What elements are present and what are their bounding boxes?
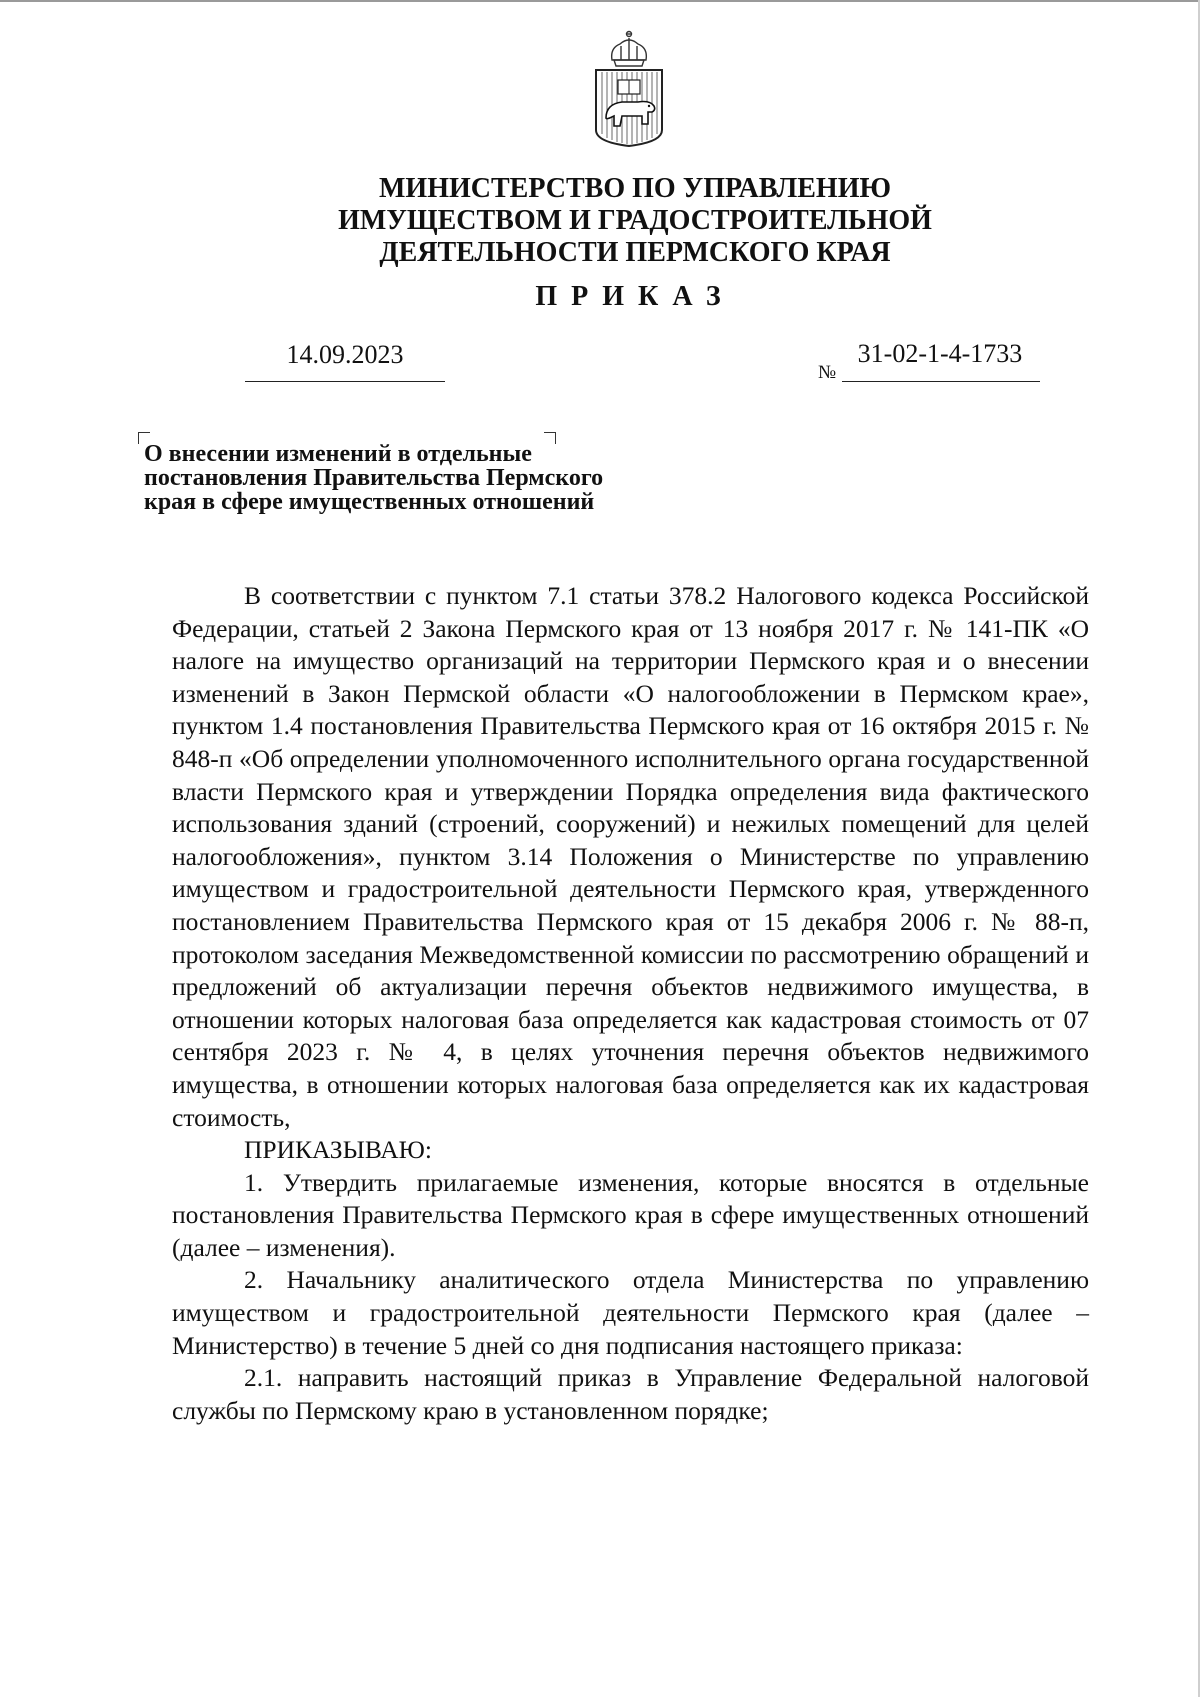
number-underline bbox=[842, 381, 1040, 382]
order-item-1: 1. Утвердить прилагаемые изменения, которые вносятся в отдельные постановления Правительства Пермского края в сфере имущественных отношений (далее – изменения). bbox=[172, 1167, 1089, 1262]
perm-krai-coat-of-arms-icon bbox=[592, 30, 666, 148]
preamble-paragraph: В соответствии с пунктом 7.1 статьи 378.2 Налогового кодекса Российской Федерации, статьей 2 Закона Пермского края от 13 ноября 2017 г. № 141-ПК «О налоге на имущество организаций на территории Пермского края и о внесении изменений в Закон Пермской области «О налогообложении в Пермском крае», пунктом 1.4 постановления Правительства Пермского края от 16 октября 2015 г. № 848-п «Об определении уполномоченного исполнительного органа государственной власти Пермского края и утверждении Порядка определения вида фактического использования зданий (строений, сооружений) и нежилых помещений для целей налогообложения», пунктом 3.14 Положения о Министерстве по управлению имуществом и градостроительной деятельности Пермского края, утвержденного постановлением Правительства Пермского края от 15 декабря 2006 г. № 88-п, протоколом заседания Межведомственной комиссии по рассмотрению обращений и предложений об актуализации перечня объектов недвижимого имущества, в отношении которых налоговая база определяется как кадастровая стоимость от 07 сентября 2023 г. № 4, в целях уточнения перечня объектов недвижимого имущества, в отношении которых налоговая база определяется как их кадастровая стоимость, bbox=[172, 581, 1089, 1132]
order-date: 14.09.2023 bbox=[286, 340, 404, 369]
order-subject bbox=[144, 442, 744, 514]
date-underline bbox=[245, 381, 445, 382]
ministry-line: ДЕЯТЕЛЬНОСТИ ПЕРМСКОГО КРАЯ bbox=[379, 237, 891, 268]
order-number: 31-02-1-4-1733 bbox=[857, 339, 1023, 368]
number-sign: № bbox=[818, 362, 837, 383]
scan-edge-top bbox=[0, 0, 1200, 2]
subject-line: края в сфере имущественных отношений bbox=[144, 489, 595, 515]
order-item-2: 2. Начальнику аналитического отдела Министерства по управлению имуществом и градостроительной деятельности Пермского края (далее – Министерство) в течение 5 дней со дня подписания настоящего приказа: bbox=[172, 1265, 1089, 1360]
subject-line: постановления Правительства Пермского bbox=[144, 465, 604, 491]
ministry-line: ИМУЩЕСТВОМ И ГРАДОСТРОИТЕЛЬНОЙ bbox=[338, 205, 932, 236]
document-type-title: ПРИКАЗ bbox=[535, 281, 735, 312]
order-item-2-1: 2.1. направить настоящий приказ в Управление Федеральной налоговой службы по Пермскому краю в установленном порядке; bbox=[172, 1363, 1089, 1425]
order-body bbox=[172, 580, 1089, 1427]
subject-line: О внесении изменений в отдельные bbox=[144, 441, 532, 467]
order-word: ПРИКАЗЫВАЮ: bbox=[244, 1135, 432, 1165]
ministry-name bbox=[200, 173, 1070, 269]
ministry-line: МИНИСТЕРСТВО ПО УПРАВЛЕНИЮ bbox=[379, 173, 891, 204]
